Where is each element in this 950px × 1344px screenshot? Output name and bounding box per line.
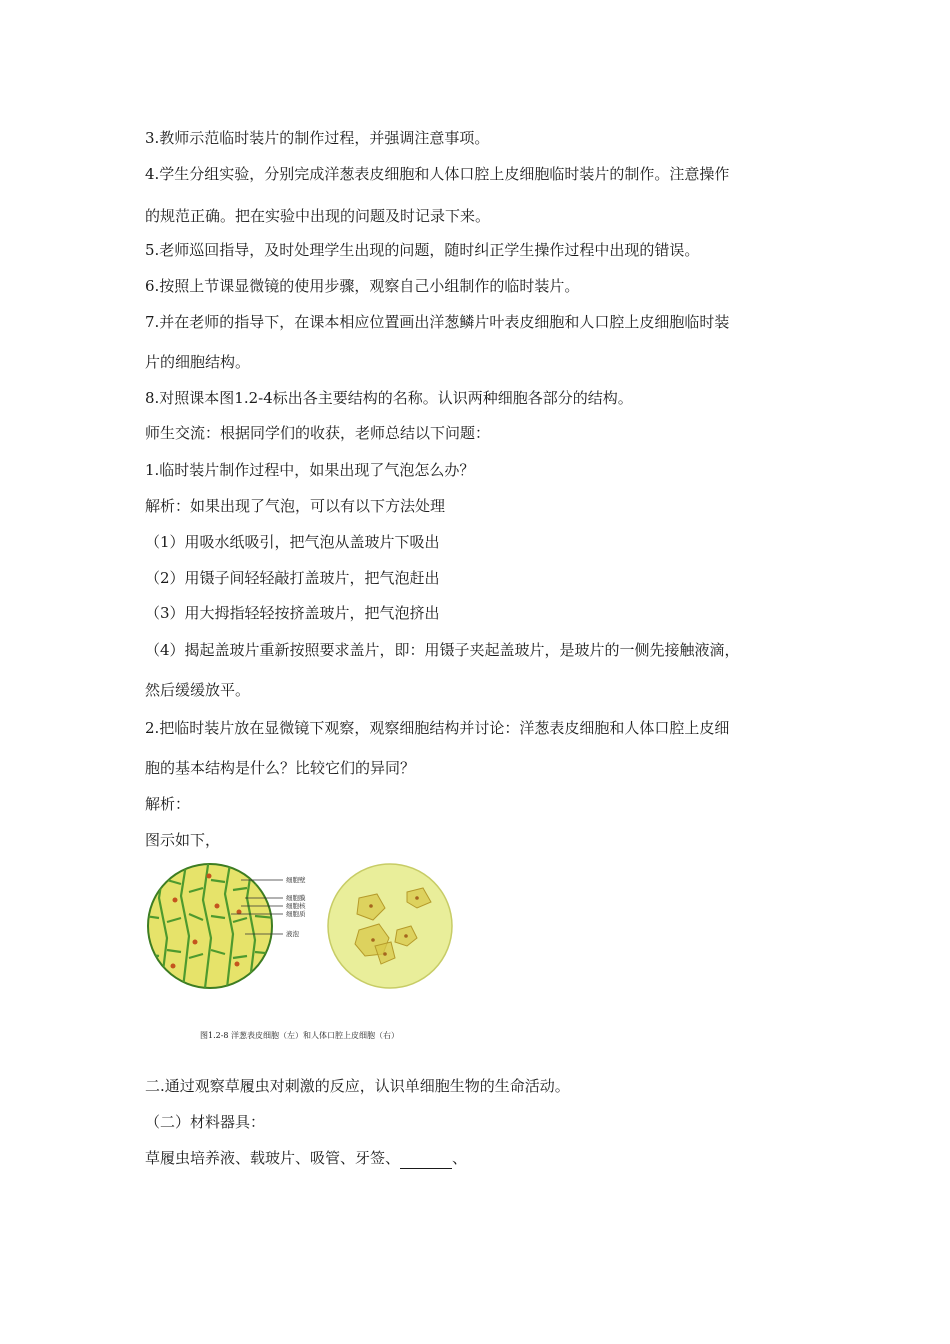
label-vacuole: 液泡 [286,930,299,938]
text-line: 然后缓缓放平。 [145,681,251,699]
figure-caption: 图1.2-8 洋葱表皮细胞（左）和人体口腔上皮细胞（右） [200,1031,400,1040]
text-line: （3）用大拇指轻轻按挤盖玻片，把气泡挤出 [145,604,440,622]
text-segment: 、 [452,1149,468,1167]
cell-figure [145,858,465,1048]
text-line: 图示如下， [145,831,221,849]
text-line: 二.通过观察草履虫对刺激的反应，认识单细胞生物的生命活动。 [145,1077,570,1095]
text-line: 解析：如果出现了气泡，可以有以下方法处理 [145,497,446,515]
text-line: 2.把临时装片放在显微镜下观察，观察细胞结构并讨论：洋葱表皮细胞和人体口腔上皮细 [145,719,730,737]
text-line [145,1148,825,1169]
label-cell-wall: 细胞壁 [286,876,306,884]
text-line: 4.学生分组实验，分别完成洋葱表皮细胞和人体口腔上皮细胞临时装片的制作。注意操作 [145,165,730,183]
text-line: （2）用镊子间轻轻敲打盖玻片，把气泡赶出 [145,569,440,587]
text-line: （二）材料器具： [145,1113,266,1131]
text-line: 片的细胞结构。 [145,353,251,371]
cheek-cells-illustration [328,864,452,988]
text-line: 解析： [145,795,191,813]
text-line: 的规范正确。把在实验中出现的问题及时记录下来。 [145,207,491,225]
onion-cells-illustration [145,858,275,988]
cheek-circle [328,864,452,988]
text-line: 1.临时装片制作过程中，如果出现了气泡怎么办？ [145,461,475,479]
text-line: （1）用吸水纸吸引，把气泡从盖玻片下吸出 [145,533,440,551]
text-line: 3.教师示范临时装片的制作过程，并强调注意事项。 [145,129,490,147]
text-line: 7.并在老师的指导下，在课本相应位置画出洋葱鳞片叶表皮细胞和人口腔上皮细胞临时装 [145,313,730,331]
text-line: 5.老师巡回指导，及时处理学生出现的问题，随时纠正学生操作过程中出现的错误。 [145,241,700,259]
text-line: 8.对照课本图1.2-4标出各主要结构的名称。认识两种细胞各部分的结构。 [145,389,633,407]
label-nucleus: 细胞核 [286,902,306,910]
text-line: 师生交流：根据同学们的收获，老师总结以下问题： [145,424,491,442]
fill-in-blank[interactable] [400,1148,452,1169]
text-line: 胞的基本结构是什么？比较它们的异同？ [145,759,416,777]
text-segment: 草履虫培养液、载玻片、吸管、牙签、 [145,1149,401,1167]
label-cell-membrane: 细胞膜 [286,894,306,902]
text-line: 6.按照上节课显微镜的使用步骤，观察自己小组制作的临时装片。 [145,277,580,295]
label-cytoplasm: 细胞质 [286,910,306,918]
text-line: （4）揭起盖玻片重新按照要求盖片，即：用镊子夹起盖玻片，是玻片的一侧先接触液滴， [145,641,740,659]
